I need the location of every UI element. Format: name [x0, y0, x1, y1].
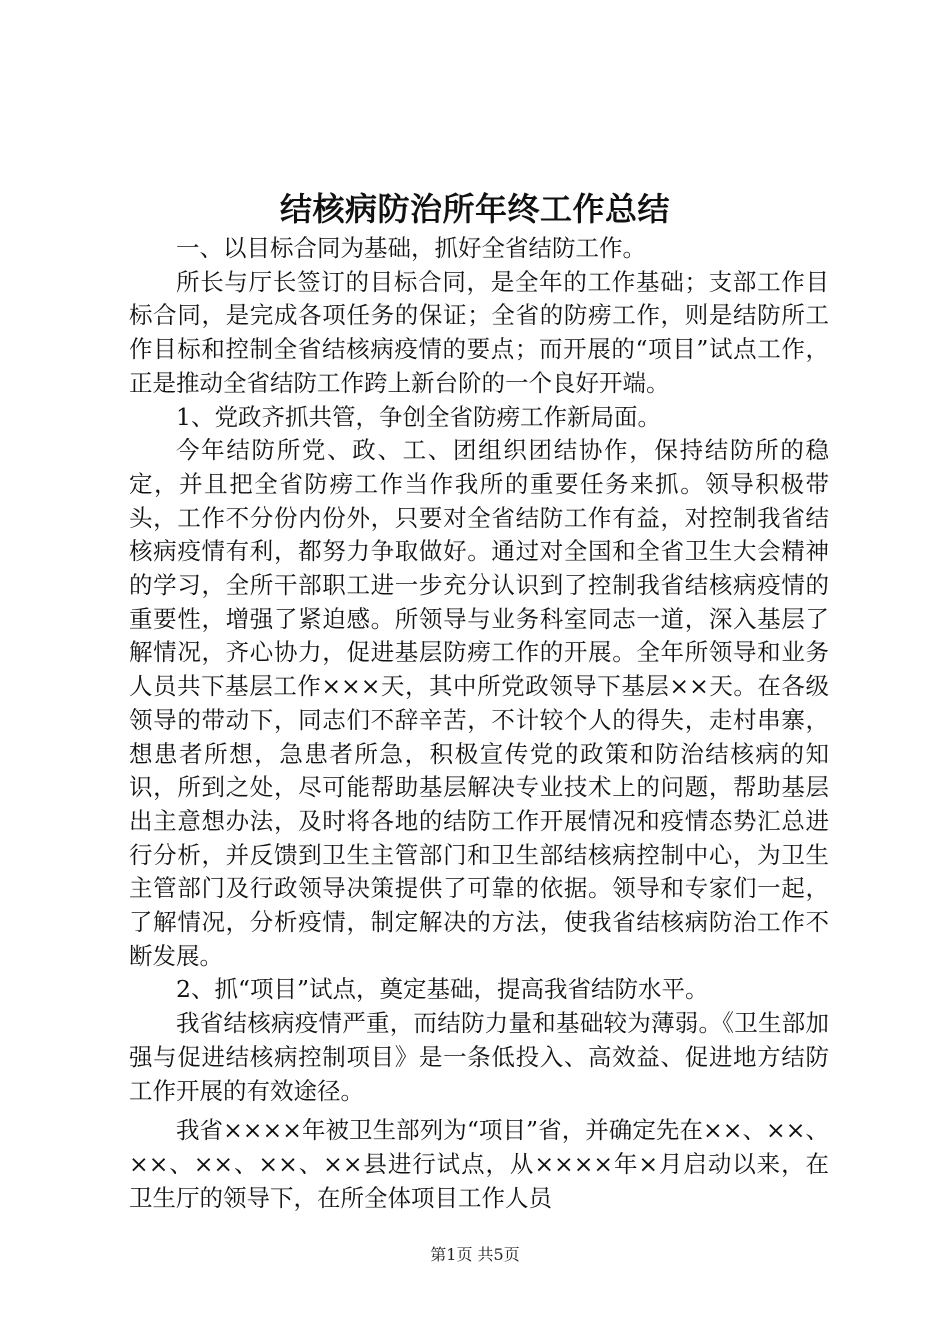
page-footer: 第1页 共5页: [430, 1245, 520, 1264]
body-paragraph: 我省××××年被卫生部列为“项目”省，并确定先在××、××、××、××、××、××县进行试点，从××××年×月启动以来，在卫生厅的领导下，在所全体项目工作人员: [129, 1116, 829, 1212]
section-heading: 一、以目标合同为基础，抓好全省结防工作。: [176, 234, 646, 262]
document-title: 结核病防治所年终工作总结: [279, 190, 670, 228]
document-body: [129, 232, 829, 1215]
body-paragraph: 我省结核病疫情严重，而结防力量和基础较为薄弱。《卫生部加强与促进结核病控制项目》是一条低投入、高效益、促进地方结防工作开展的有效途径。: [129, 1009, 829, 1105]
subsection-heading: 1、党政齐抓共管，争创全省防痨工作新局面。: [176, 402, 661, 431]
subsection-heading: 2、抓“项目”试点，奠定基础，提高我省结防水平。: [176, 975, 709, 1004]
body-paragraph: 所长与厅长签订的目标合同，是全年的工作基础；支部工作目标合同，是完成各项任务的保证；全省的防痨工作，则是结防所工作目标和控制全省结核病疫情的要点；而开展的“项目”试点工作，正是推动全省结防工作跨上新台阶的一个良好开端。: [129, 267, 829, 397]
body-paragraph: 今年结防所党、政、工、团组织团结协作，保持结防所的稳定，并且把全省防痨工作当作我所的重要任务来抓。领导积极带头，工作不分份内份外，只要对全省结防工作有益，对控制我省结核病疫情有利，都努力争取做好。通过对全国和全省卫生大会精神的学习，全所干部职工进一步充分认识到了控制我省结核病疫情的重要性，增强了紧迫感。所领导与业务科室同志一道，深入基层了解情况，齐心协力，促进基层防痨工作的开展。全年所领导和业务人员共下基层工作×××天，其中所党政领导下基层××天。在各级领导的带动下，同志们不辞辛苦，不计较个人的得失，走村串寨，想患者所想，急患者所急，积极宣传党的政策和防治结核病的知识，所到之处，尽可能帮助基层解决专业技术上的问题，帮助基层出主意想办法，及时将各地的结防工作开展情况和疫情态势汇总进行分析，并反馈到卫生主管部门和卫生部结核病控制中心，为卫生主管部门及行政领导决策提供了可靠的依据。领导和专家们一起，了解情况，分析疫情，制定解决的方法，使我省结核病防治工作不断发展。: [129, 436, 829, 970]
